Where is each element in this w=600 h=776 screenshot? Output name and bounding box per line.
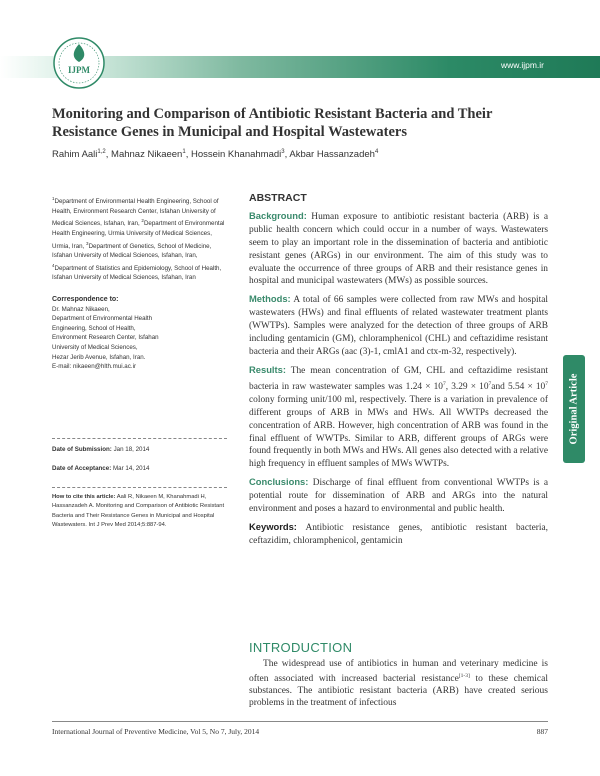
introduction-text: The widespread use of antibiotics in human and veterinary medicine is often associated with increased bacterial resistance[1-3] to these chemical substances. The antibiotic resistant bacteria (ARB) have created serious problems in the treatment of infectious xyxy=(249,659,548,708)
citation-ref[interactable]: [1-3] xyxy=(458,672,470,679)
footer-divider xyxy=(52,721,548,722)
how-to-cite: How to cite this article: Aali R, Nikaeen M, Khanahmadi H, Hassanzadeh A. Monitoring and Comparison of Antibiotic Resistant Bacteria and Their Resistance Genes in Municipal and Hospital Wastewaters. Int J Prev Med 2014;5:887-94. xyxy=(52,494,225,529)
abstract-conclusions: Conclusions: Discharge of final effluent from conventional WWTPs is a potential route for dissemination of ARB and ARGs into the natural environment and poses a hazard to environmental and public health. xyxy=(249,476,549,515)
divider xyxy=(52,487,227,488)
article-title: Monitoring and Comparison of Antibiotic Resistant Bacteria and Their Resistance Genes in Municipal and Hospital Wastewaters xyxy=(52,106,493,140)
journal-logo xyxy=(52,36,106,90)
introduction-heading: INTRODUCTION xyxy=(249,640,353,655)
abstract-heading: ABSTRACT xyxy=(249,192,307,204)
abstract-background: Background: Human exposure to antibiotic resistant bacteria (ARB) is a public health concern which could occur in a number of ways. Wastewaters seem to play an important role in the dissemination of bacteria and antibiotic resistant genes (ARGs) in our environment. The aim of this study was to evaluate the occurrence of three groups of ARB and their resistance genes in hospital and municipal wastewaters (MWs) as possible sources. xyxy=(249,209,549,287)
logo-text: IJPM xyxy=(68,65,90,75)
page-number: 887 xyxy=(536,727,548,736)
author-list: Rahim Aali$^{1,2}$, Mahnaz Nikaeen$^1$, Hossein Khanahmadi$^3$, Akbar Hassanzadeh$^4$ xyxy=(52,149,379,161)
dates-block: Date of Submission: Jan 18, 2014 Date of Acceptance: Mar 14, 2014 xyxy=(52,446,150,472)
author-name: Rahim Aali xyxy=(52,149,98,161)
author-name: Hossein Khanahmadi xyxy=(190,149,282,161)
correspondence-email[interactable]: E-mail: nikaeen@hlth.mui.ac.ir xyxy=(52,363,136,371)
author-name: Akbar Hassanzadeh xyxy=(289,149,375,161)
footer-journal: International Journal of Preventive Medicine, Vol 5, No 7, July, 2014 xyxy=(52,727,260,736)
author-name: Mahnaz Nikaeen xyxy=(111,149,183,161)
abstract xyxy=(249,192,548,553)
abstract-keywords: Keywords: Antibiotic resistance genes, antibiotic resistant bacteria, ceftazidim, chloramphenicol, gentamicin xyxy=(249,520,549,546)
affiliations: $^1$Department of Environmental Health Engineering, School of Health, Environment Research Center, Isfahan University of Medical Sciences, Isfahan, Iran, $^2$Department of Environmental Health Engineering, Urmia University of Medical Sciences, Urmia, Iran, $^3$Department of Genetics, School of Medicine, Isfahan University of Medical Sciences, Isfahan, Iran, $^4$Department of Statistics and Epidemiology, School of Health, Isfahan University of Medical Sciences, Isfahan, Iran xyxy=(52,196,225,282)
affiliations-block xyxy=(52,194,227,372)
divider xyxy=(52,438,227,439)
correspondence-address: Dr. Mahnaz Nikaeen, Department of Environmental Health Engineering, School of Health, Environment Research Center, Isfahan University of Medical Sciences, Hezar Jerib Avenue, Isfahan, Iran. E-mail: nikaeen@hlth.mui.ac.ir xyxy=(52,305,227,372)
article-type-tab: Original Article xyxy=(563,355,585,463)
journal-url[interactable]: www.ijpm.ir xyxy=(501,60,544,70)
abstract-results: Results: The mean concentration of GM, CHL and ceftazidime resistant bacteria in raw wastewater samples was $1.24 \times 10^7$, $3.29 \times 10^7and$ $5.54 \times 10^7$ colony forming unit/100 ml, respectively. There is a variation in prevalence of different groups of ARB in MWs and HWs. All WWTPs decreased the concentration of ARB. However, high concentration of ARB was found in the final effluent of WWTPs. Similar to ARB, different groups of ARGs were found frequently in both MWs and HWs. All genes also detected with a relative high frequency in effluent samples of MWs WWTPs. xyxy=(249,363,548,470)
correspondence-heading: Correspondence to: xyxy=(52,296,119,303)
abstract-methods: Methods: A total of 66 samples were collected from raw MWs and hospital wastewaters (HWs) and final effluents of related wastewater treatment plants (WWTPs). Samples were analyzed for the detection of three groups of ARB including gentamicin (GM), chloramphenicol (CHL) and ceftazidime resistant bacteria and their ARGs (aac (3)-1, cmlA1 and ctx-m-32, respectively). xyxy=(249,293,548,357)
